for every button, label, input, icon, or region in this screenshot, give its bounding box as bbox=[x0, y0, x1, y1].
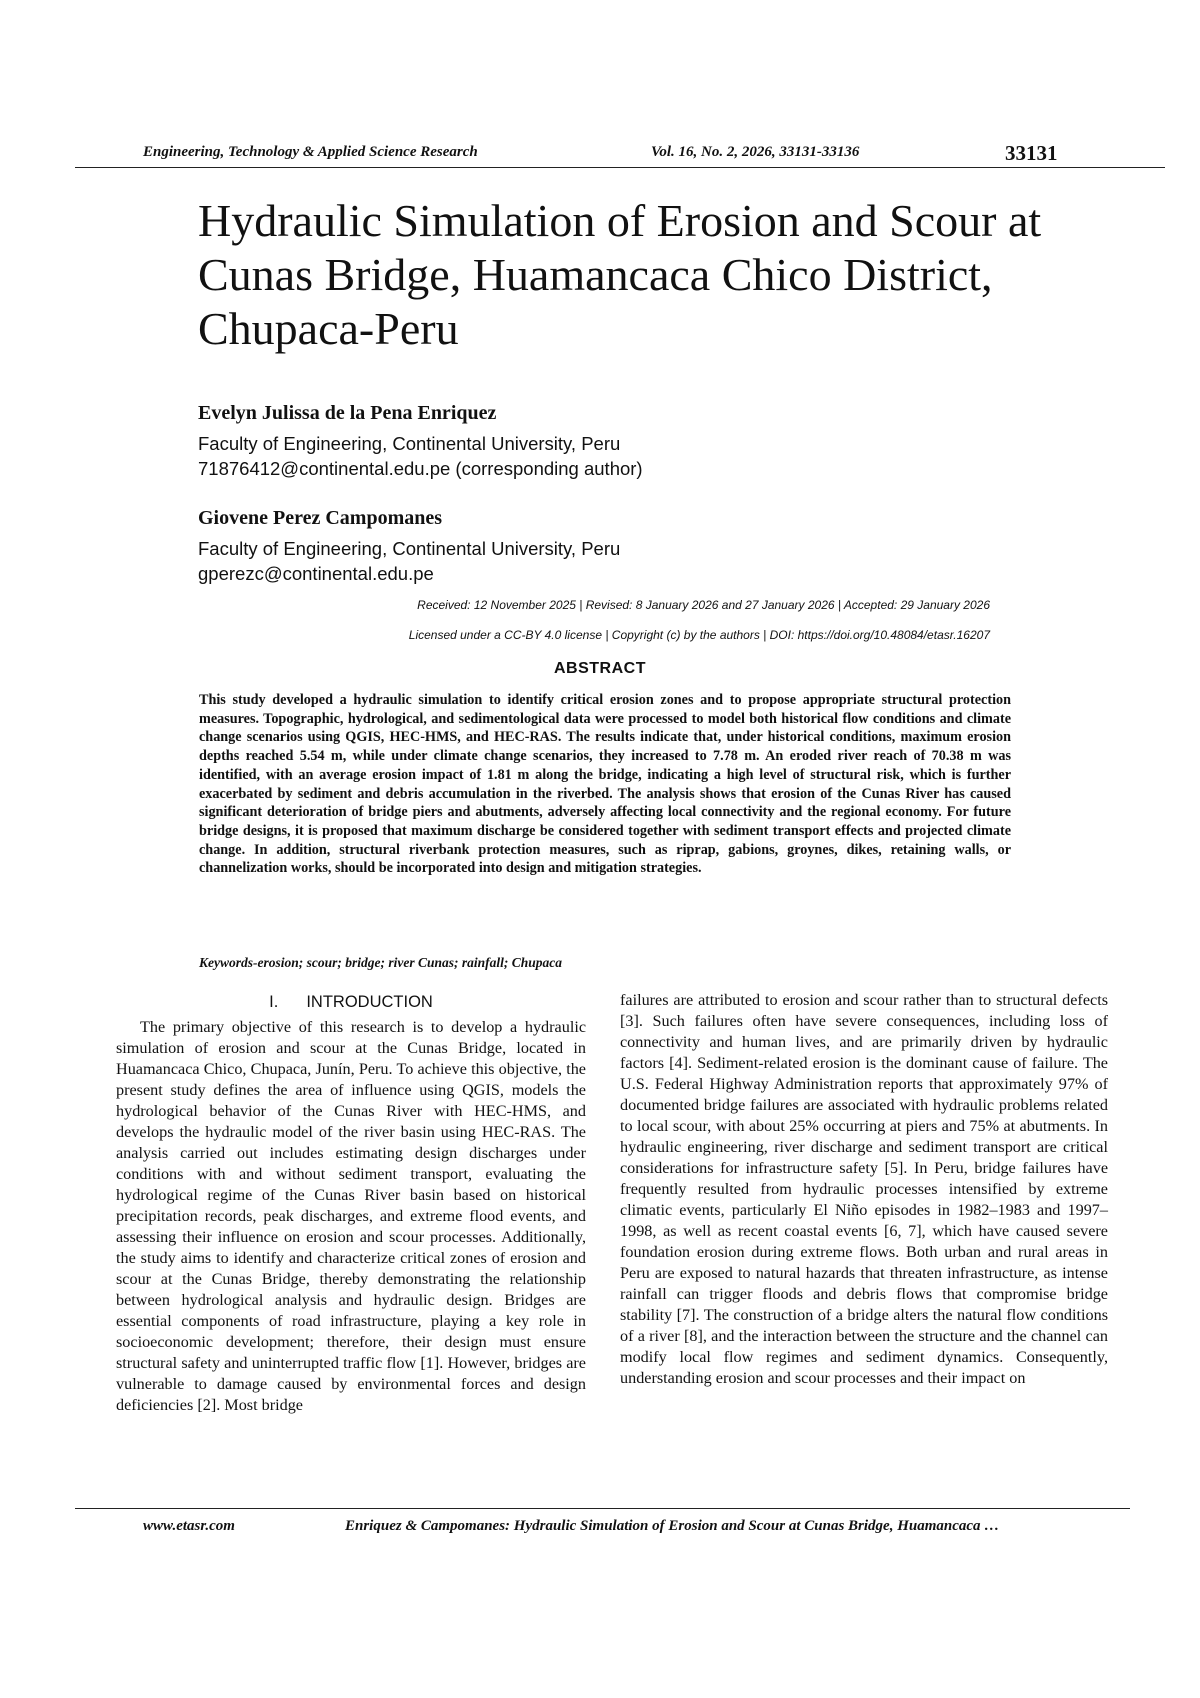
keywords: Keywords-erosion; scour; bridge; river Cunas; rainfall; Chupaca bbox=[199, 955, 563, 970]
footer-rule bbox=[75, 1508, 1130, 1509]
abstract-text: This study developed a hydraulic simulation to identify critical erosion zones and to propose appropriate structural protection measures. Topographic, hydrological, and sedimentological data were processed to model both historical flow conditions and climate change scenarios using QGIS, HEC-HMS, and HEC-RAS. The results indicate that, under historical conditions, maximum erosion depths reached 5.54 m, while under climate change scenarios, they increased to 7.78 m. An eroded river reach of 70.38 m was identified, with an average erosion impact of 1.81 m along the bridge, indicating a high level of structural risk, which is further exacerbated by sediment and debris accumulation in the riverbed. The analysis shows that erosion of the Cunas River has caused significant deterioration of bridge piers and abutments, adversely affecting local connectivity and the regional economy. For future bridge designs, it is proposed that maximum discharge be considered together with sediment transport effects and projected climate change. In addition, structural riverbank protection measures, such as riprap, gabions, groynes, dikes, retaining walls, or channelization works, should be incorporated into design and mitigation strategies. bbox=[199, 692, 1011, 877]
author-email: gperezc@continental.edu.pe bbox=[198, 563, 434, 584]
affiliation-text: Faculty of Engineering, Continental University, Peru bbox=[198, 538, 621, 559]
affiliation-text: Faculty of Engineering, Continental University, Peru bbox=[198, 433, 621, 454]
left-column bbox=[116, 1017, 586, 1416]
footer-site: www.etasr.com bbox=[143, 1518, 235, 1534]
section-heading bbox=[116, 993, 586, 1012]
section-title: INTRODUCTION bbox=[306, 993, 433, 1011]
author-name: Giovene Perez Campomanes bbox=[198, 507, 443, 529]
author-affiliation bbox=[198, 536, 620, 586]
author-affiliation bbox=[198, 431, 643, 481]
footer-citation: Enriquez & Campomanes: Hydraulic Simulation of Erosion and Scour at Cunas Bridge, Huamancaca … bbox=[345, 1518, 1000, 1534]
abstract-heading: ABSTRACT bbox=[554, 660, 646, 677]
author-email: 71876412@continental.edu.pe (corresponding author) bbox=[198, 458, 643, 479]
license-line: Licensed under a CC-BY 4.0 license | Copyright (c) by the authors | DOI: https://doi.org/10.48084/etasr.16207 bbox=[408, 628, 990, 642]
page-number: 33131 bbox=[1005, 141, 1058, 165]
journal-name: Engineering, Technology & Applied Science Research bbox=[143, 144, 478, 160]
paper-title: Hydraulic Simulation of Erosion and Scour at Cunas Bridge, Huamancaca Chico District, Chupaca-Peru bbox=[198, 195, 1042, 354]
body-paragraph: failures are attributed to erosion and scour rather than to structural defects [3]. Such failures often have severe consequences, including loss of connectivity and human lives, and are primarily driven by hydraulic factors [4]. Sediment-related erosion is the dominant cause of failure. The U.S. Federal Highway Administration reports that approximately 97% of documented bridge failures are associated with hydraulic problems related to local scour, with about 25% occurring at piers and 75% at abutments. In hydraulic engineering, river discharge and sediment transport are critical considerations for infrastructure safety [5]. In Peru, bridge failures have frequently resulted from hydraulic processes intensified by extreme climatic events, particularly El Niño episodes in 1982–1983 and 1997–1998, as well as recent coastal events [6, 7], which have caused severe foundation erosion during extreme flows. Both urban and rural areas in Peru are exposed to natural hazards that threaten infrastructure, as intense rainfall can trigger floods and debris flows that compromise bridge stability [7]. The construction of a bridge alters the natural flow conditions of a river [8], and the interaction between the structure and the channel can modify local flow regimes and sediment dynamics. Consequently, understanding erosion and scour processes and their impact on bbox=[620, 991, 1108, 1387]
body-paragraph: The primary objective of this research is to develop a hydraulic simulation of erosion and scour at the Cunas Bridge, located in Huamancaca Chico, Chupaca, Junín, Peru. To achieve this objective, the present study defines the area of influence using QGIS, models the hydrological behavior of the Cunas River with HEC-HMS, and develops the hydraulic model of the river basin using HEC-RAS. The analysis carried out includes estimating design discharges under conditions with and without sediment transport, evaluating the hydrological regime of the Cunas River basin based on historical precipitation records, peak discharges, and extreme flood events, and assessing their influence on erosion and scour processes. Additionally, the study aims to identify and characterize critical zones of erosion and scour at the Cunas Bridge, thereby demonstrating the relationship between hydrological analysis and hydraulic design. Bridges are essential components of road infrastructure, playing a key role in socioeconomic development; therefore, their design must ensure structural safety and uninterrupted traffic flow [1]. However, bridges are vulnerable to damage caused by environmental forces and design deficiencies [2]. Most bridge bbox=[116, 1018, 586, 1414]
section-number: I. bbox=[269, 993, 279, 1011]
volume-info: Vol. 16, No. 2, 2026, 33131-33136 bbox=[651, 144, 860, 160]
header-rule bbox=[75, 167, 1165, 168]
right-column bbox=[620, 990, 1108, 1389]
dates-line: Received: 12 November 2025 | Revised: 8 January 2026 and 27 January 2026 | Accepted: 29 January 2026 bbox=[417, 598, 990, 612]
author-name: Evelyn Julissa de la Pena Enriquez bbox=[198, 402, 497, 424]
